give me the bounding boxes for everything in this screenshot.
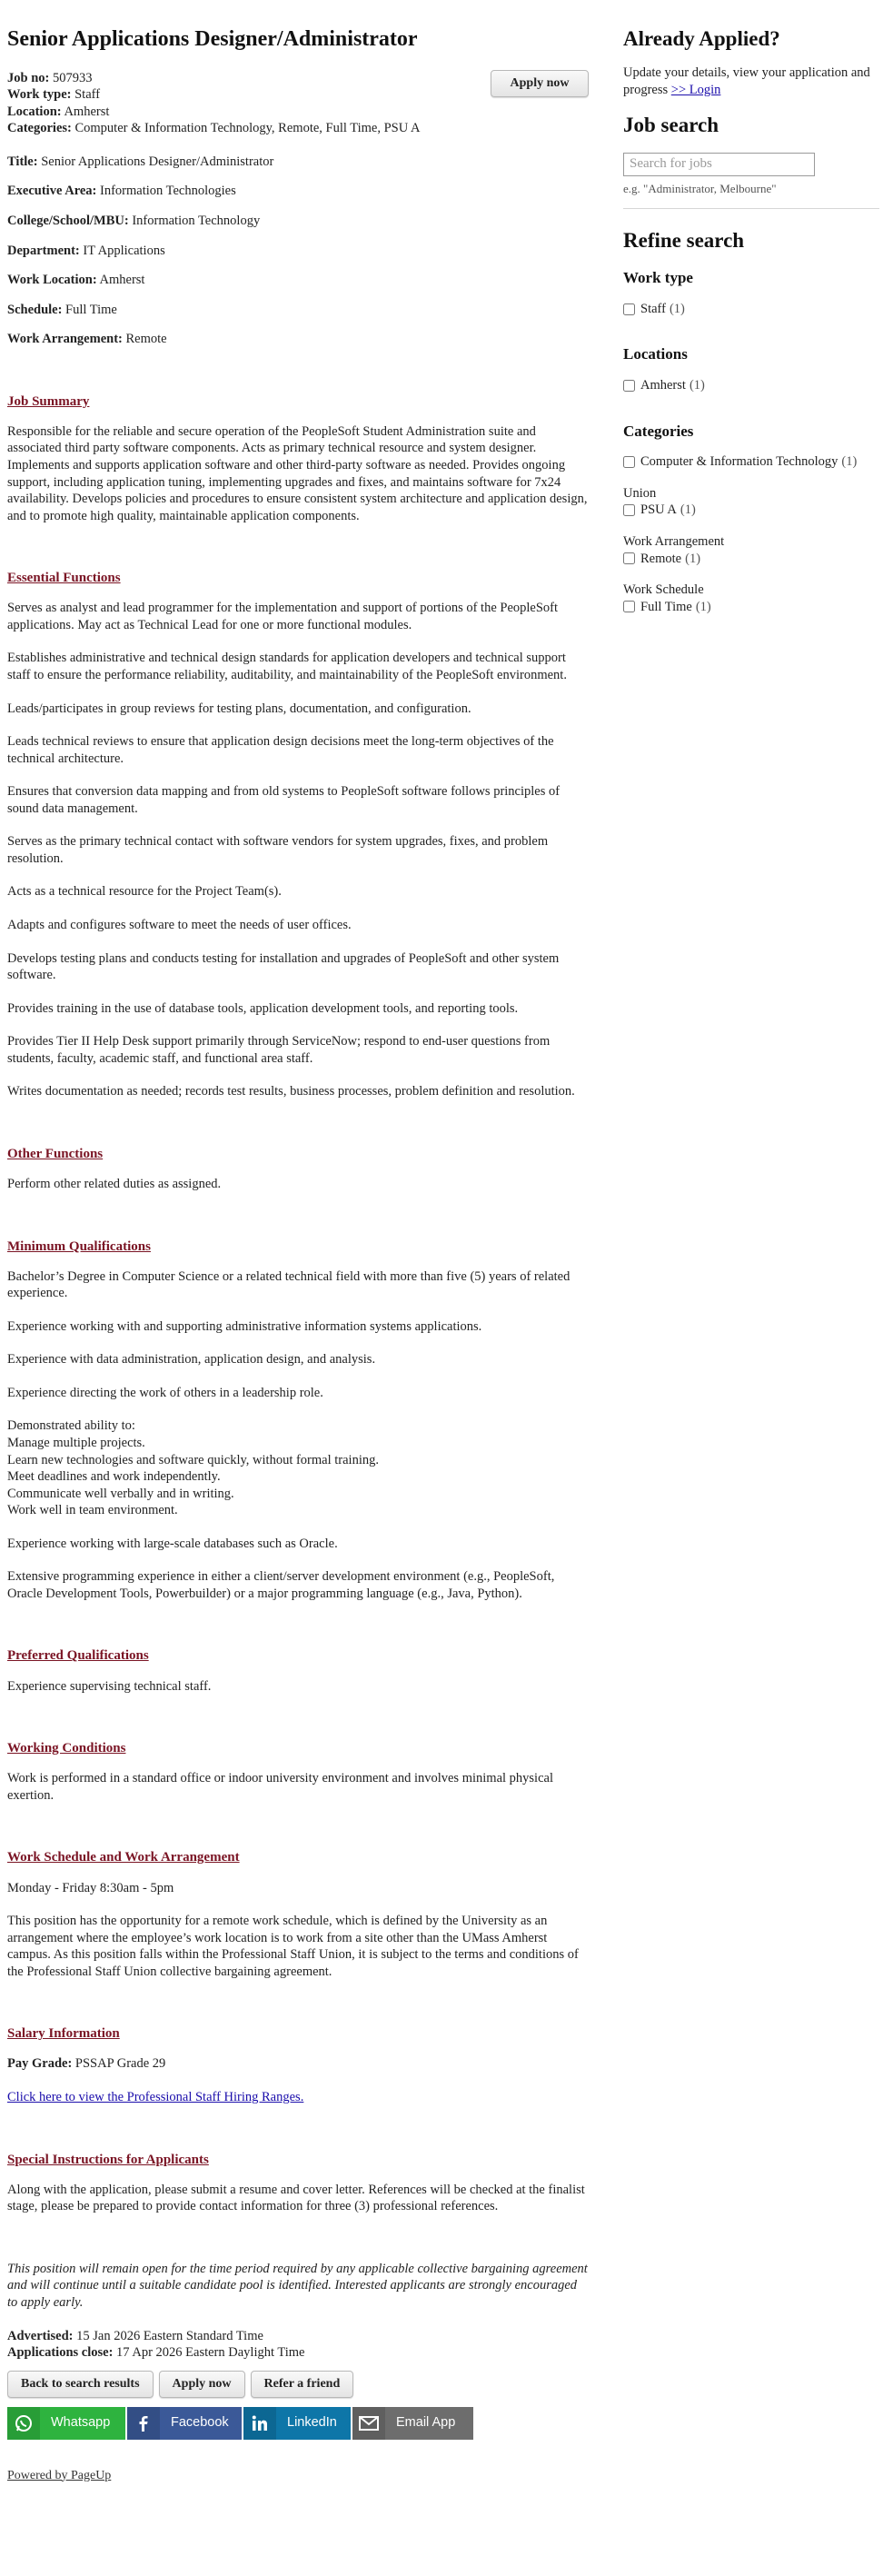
essential-item: Leads technical reviews to ensure that application design decisions meet the long-term objectives of the technical architecture. (7, 734, 554, 766)
action-buttons (7, 2371, 589, 2398)
abilities-list (7, 1417, 589, 1518)
union-label: Union (623, 485, 657, 501)
work-schedule-text: This position has the opportunity for a remote work schedule, which is defined by the University as an arrangement where the employee’s work location is to work from a site other than the UMass Amherst campus. As this position falls within the Professional Staff Union, it is subject to the terms and conditions of the Professional Staff Union collective bargaining agreement. (7, 1914, 579, 1979)
work-type: Work type: Staff (7, 87, 101, 103)
work-arrangement-label: Work Arrangement (623, 534, 725, 550)
hiring-ranges-link[interactable]: Click here to view the Professional Staff Hiring Ranges. (7, 2090, 304, 2105)
linkedin-icon (243, 2407, 276, 2440)
back-to-search-button[interactable]: Back to search results (7, 2371, 154, 2398)
ability-item: Learn new technologies and software quickly, without formal training. (7, 1452, 379, 1467)
advertised-date: Advertised: 15 Jan 2026 Eastern Standard Time (7, 2328, 263, 2343)
job-search-heading: Job search (623, 113, 719, 136)
refine-search-heading: Refine search (623, 228, 745, 252)
preferred-qualifications-heading: Preferred Qualifications (7, 1648, 149, 1664)
facebook-icon (127, 2407, 160, 2440)
job-search-input[interactable] (623, 153, 815, 176)
filter-checkbox[interactable] (623, 552, 635, 564)
essential-item: Leads/participates in group reviews for testing plans, documentation, and configuration. (7, 701, 471, 716)
filter-checkbox[interactable] (623, 456, 635, 468)
whatsapp-icon (7, 2407, 40, 2440)
essential-item: Adapts and configures software to meet the needs of user offices. (7, 917, 352, 932)
essential-item: Acts as a technical resource for the Project Team(s). (7, 884, 282, 900)
job-details (7, 0, 589, 2484)
abilities-intro: Demonstrated ability to: (7, 1418, 135, 1434)
filter-checkbox[interactable] (623, 601, 635, 612)
field-work-location: Work Location: Amherst (7, 273, 145, 288)
essential-item: Establishes administrative and technical design standards for application developers and technical support staff to ensure the performance reliability, auditability, and maintainability of the PeopleSoft environment. (7, 651, 567, 683)
apply-now-button-top[interactable]: Apply now (491, 70, 589, 97)
filter-arrangement-remote[interactable]: Remote (1) (623, 551, 879, 568)
filter-category-it[interactable]: Computer & Information Technology (1) (623, 453, 879, 471)
minimum-qualifications-heading: Minimum Qualifications (7, 1238, 151, 1254)
other-functions-heading: Other Functions (7, 1146, 104, 1161)
already-applied-text: Update your details, view your application and progress >> Login (623, 65, 870, 97)
filter-union-psu-a[interactable]: PSU A (1) (623, 502, 879, 519)
essential-item: Serves as analyst and lead programmer for the implementation and support of portions of the PeopleSoft applications. May act as Technical Lead for one or more functional modules. (7, 601, 559, 632)
categories: Categories: Computer & Information Technology, Remote, Full Time, PSU A (7, 121, 421, 136)
share-whatsapp-button[interactable]: Whatsapp (7, 2407, 125, 2440)
essential-item: Provides Tier II Help Desk support primarily through ServiceNow; respond to end-user questions from students, faculty, academic staff, and functional area staff. (7, 1034, 551, 1066)
job-summary-text: Responsible for the reliable and secure operation of the PeopleSoft Student Administration suite and associated third party software components. Acts as primary technical resource and system designer. Implements and supports application software and other third-party software as needed. Provides ongoing support, including application tuning, implementing upgrades and fixes, and maintains software for 7x24 availability. Develops policies and procedures to ensure consistent system architecture and application design, and to promote high quality, maintainable application components. (7, 423, 588, 523)
filter-checkbox[interactable] (623, 504, 635, 516)
working-conditions-heading: Working Conditions (7, 1741, 126, 1756)
field-title: Title: Senior Applications Designer/Administrator (7, 154, 274, 169)
job-no: Job no: 507933 (7, 70, 93, 85)
salary-information-heading: Salary Information (7, 2026, 120, 2042)
login-link[interactable]: >> Login (670, 82, 721, 97)
search-hint: e.g. "Administrator, Melbourne" (623, 181, 777, 195)
open-period-note: This position will remain open for the time period required by any applicable collective bargaining agreement and will continue until a suitable candidate pool is identified. Interested applicants are strongly encouraged to apply early. (7, 2261, 588, 2310)
ability-item: Communicate well verbally and in writing. (7, 1486, 234, 1501)
applications-close-date: Applications close: 17 Apr 2026 Eastern Daylight Time (7, 2345, 305, 2361)
job-summary-heading: Job Summary (7, 393, 90, 409)
essential-item: Ensures that conversion data mapping and from old systems to PeopleSoft software follows principles of sound data management. (7, 784, 561, 816)
working-conditions-text: Work is performed in a standard office or indoor university environment and involves minimal physical exertion. (7, 1771, 553, 1803)
work-schedule-label: Work Schedule (623, 582, 704, 598)
min-qual-item: Experience working with and supporting administrative information systems applications. (7, 1318, 482, 1334)
min-qual-item: Experience directing the work of others in a leadership role. (7, 1385, 323, 1400)
filter-location-amherst[interactable]: Amherst (1) (623, 377, 879, 394)
refer-friend-button[interactable]: Refer a friend (251, 2371, 354, 2398)
special-instructions-text: Along with the application, please submit a resume and cover letter. References will be checked at the finalist stage, please be prepared to provide contact information for three (3) professional references. (7, 2182, 585, 2214)
work-hours: Monday - Friday 8:30am - 5pm (7, 1880, 174, 1895)
ability-item: Meet deadlines and work independently. (7, 1469, 221, 1485)
essential-item: Writes documentation as needed; records test results, business processes, problem definition and resolution. (7, 1084, 575, 1099)
preferred-qualifications-text: Experience supervising technical staff. (7, 1678, 212, 1694)
work-schedule-heading: Work Schedule and Work Arrangement (7, 1850, 240, 1865)
categories-filter-heading: Categories (623, 422, 694, 440)
locations-filter-heading: Locations (623, 345, 688, 363)
min-qual-item: Experience with data administration, application design, and analysis. (7, 1352, 376, 1368)
share-buttons (7, 2407, 589, 2440)
essential-functions-heading: Essential Functions (7, 571, 121, 586)
share-email-button[interactable]: Email App (352, 2407, 473, 2440)
filter-schedule-full-time[interactable]: Full Time (1) (623, 599, 879, 616)
filter-checkbox[interactable] (623, 380, 635, 392)
essential-item: Serves as the primary technical contact with software vendors for system upgrades, fixes, and problem resolution. (7, 834, 549, 866)
page-title: Senior Applications Designer/Administrator (7, 27, 418, 51)
sidebar (623, 0, 879, 615)
ability-item: Work well in team environment. (7, 1503, 178, 1518)
apply-now-button[interactable]: Apply now (159, 2371, 245, 2398)
filter-checkbox[interactable] (623, 303, 635, 315)
email-icon (352, 2407, 385, 2440)
field-work-arrangement: Work Arrangement: Remote (7, 332, 167, 347)
min-qual-item: Extensive programming experience in either a client/server development environment (e.g., PeopleSoft, Oracle Development Tools, Powerbuilder) or a major programming language (e.g., Java, Python). (7, 1569, 555, 1601)
essential-item: Provides training in the use of database tools, application development tools, and reporting tools. (7, 1000, 519, 1016)
ability-item: Manage multiple projects. (7, 1435, 145, 1450)
field-executive-area: Executive Area: Information Technologies (7, 184, 236, 199)
min-qual-item: Experience working with large-scale databases such as Oracle. (7, 1536, 338, 1551)
field-college: College/School/MBU: Information Technology (7, 214, 261, 228)
job-meta (7, 70, 589, 137)
pay-grade: Pay Grade: PSSAP Grade 29 (7, 2056, 166, 2072)
share-linkedin-button[interactable]: LinkedIn (243, 2407, 351, 2440)
field-schedule: Schedule: Full Time (7, 302, 117, 317)
share-facebook-button[interactable]: Facebook (127, 2407, 242, 2440)
already-applied-heading: Already Applied? (623, 27, 780, 50)
field-department: Department: IT Applications (7, 243, 165, 258)
filter-work-type-staff[interactable]: Staff (1) (623, 301, 879, 318)
other-functions-text: Perform other related duties as assigned. (7, 1176, 222, 1191)
special-instructions-heading: Special Instructions for Applicants (7, 2152, 209, 2167)
work-type-filter-heading: Work type (623, 269, 693, 287)
min-qual-degree: Bachelor’s Degree in Computer Science or a related technical field with more than five (5) years of related experience. (7, 1268, 570, 1301)
powered-by-link[interactable]: Powered by PageUp (7, 2468, 112, 2482)
essential-item: Develops testing plans and conducts testing for installation and upgrades of PeopleSoft and other system software. (7, 950, 560, 983)
location: Location: Amherst (7, 104, 110, 119)
